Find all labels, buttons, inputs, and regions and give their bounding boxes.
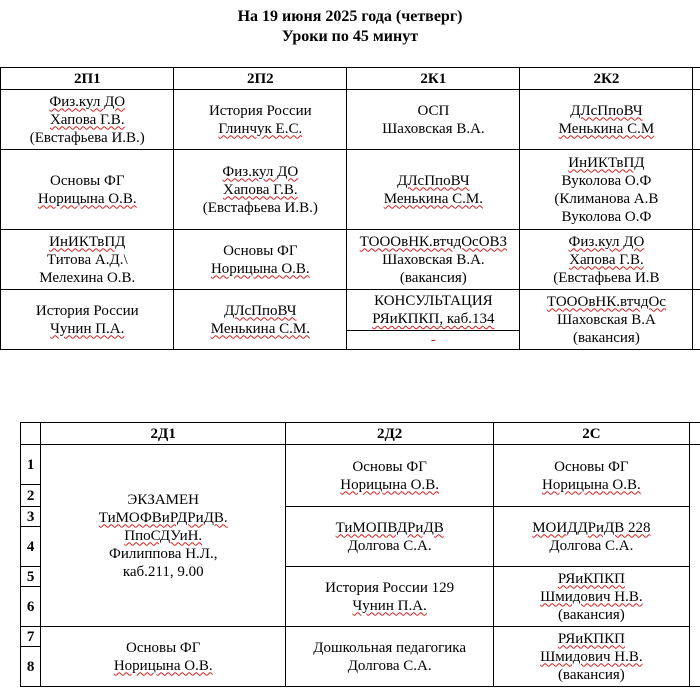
teacher: Вуколова О.Ф xyxy=(561,208,652,225)
lesson-cell xyxy=(41,627,286,687)
lesson-cell xyxy=(1,150,174,230)
table-header-row xyxy=(0,68,700,90)
lesson-cell xyxy=(520,150,693,230)
edge-cell xyxy=(693,230,700,290)
teacher: Шмидович Н.В. xyxy=(540,588,643,605)
table-row xyxy=(21,627,700,647)
lesson-cell xyxy=(174,150,347,230)
lesson-cell xyxy=(494,627,690,687)
group-header: 2П1 xyxy=(1,68,174,90)
teacher: Чунин П.А. xyxy=(50,320,125,337)
subject: ТиМОПВДРиДВ xyxy=(335,519,444,536)
teacher: Норицына О.В. xyxy=(37,190,137,207)
teacher: Норицына О.В. xyxy=(113,657,213,674)
group-header: 2К2 xyxy=(520,68,693,90)
schedule-table-bottom xyxy=(20,422,700,687)
lesson-cell xyxy=(520,230,693,290)
lesson-cell xyxy=(174,290,347,350)
exam-cell xyxy=(41,445,286,627)
edge-cell xyxy=(689,445,700,687)
table-row xyxy=(0,290,700,350)
lesson-number: 8 xyxy=(21,647,41,687)
teacher-note: (Евстафьева И.В xyxy=(553,269,660,286)
teacher-note: (Евстафьева И.В.) xyxy=(202,199,318,216)
group-header: 2Д2 xyxy=(286,423,494,445)
subject: Основы ФГ xyxy=(50,172,125,189)
teacher: Норицына О.В. xyxy=(542,476,641,493)
teacher: Менькина С.М. xyxy=(383,190,483,207)
lesson-number: 5 xyxy=(21,567,41,587)
lesson-cell xyxy=(520,290,693,350)
exam-subject: ПпоСДУиН. xyxy=(124,527,203,544)
teacher: Титова А.Д.\ xyxy=(46,251,128,268)
teacher: Хапова Г.В. xyxy=(569,251,644,268)
subject: Физ.кул ДО xyxy=(568,233,645,250)
teacher: Шаховская В.А. xyxy=(382,120,485,137)
subject: Основы ФГ xyxy=(352,458,427,475)
subject: ДЛсПпоВЧ xyxy=(570,102,643,119)
lesson-number: 3 xyxy=(21,507,41,527)
lesson-cell xyxy=(174,230,347,290)
teacher-note: (вакансия) xyxy=(557,666,625,683)
teacher: Хапова Г.В. xyxy=(49,111,125,128)
teacher: Менькина С.М. xyxy=(210,320,310,337)
subject: Физ.кул ДО xyxy=(49,93,126,110)
teacher: Мелехина О.В. xyxy=(39,269,136,286)
lesson-number: 1 xyxy=(21,445,41,485)
table-row xyxy=(21,445,700,485)
subject: ОСП xyxy=(417,102,450,119)
subject: ИнИКТвПД xyxy=(49,233,126,250)
lesson-number: 7 xyxy=(21,627,41,647)
table-row xyxy=(0,150,700,230)
teacher-note: (вакансия) xyxy=(557,606,625,623)
lesson-cell xyxy=(1,230,174,290)
lesson-cell xyxy=(494,507,690,567)
edge-cell xyxy=(693,290,700,350)
subject: ДЛсПпоВЧ xyxy=(397,172,470,189)
group-header: 2С xyxy=(494,423,690,445)
group-header: 2К1 xyxy=(347,68,520,90)
table-header-row xyxy=(21,423,700,445)
subject: Основы ФГ xyxy=(223,242,298,259)
teacher: Глинчук Е.С. xyxy=(218,120,303,137)
subject: Основы ФГ xyxy=(554,458,629,475)
exam-subject: ТиМОФВиРДРиДВ. xyxy=(98,509,228,526)
teacher-note: (вакансия) xyxy=(399,269,467,286)
edge-cell xyxy=(693,90,700,150)
table-row xyxy=(0,230,700,290)
lesson-cell xyxy=(286,445,494,507)
subject: РЯиКПКП xyxy=(557,570,625,587)
lesson-cell xyxy=(286,567,494,627)
edge-cell xyxy=(689,423,700,445)
subject: ДЛсПпоВЧ xyxy=(224,302,297,319)
subject: Основы ФГ xyxy=(125,639,201,656)
subject: История России xyxy=(35,302,139,319)
subject: ТОООвНК.втчдОс xyxy=(546,293,666,310)
teacher: Долгова С.А. xyxy=(347,537,432,554)
lesson-number: 2 xyxy=(21,485,41,507)
group-header: 2П2 xyxy=(174,68,347,90)
lesson-cell xyxy=(286,507,494,567)
schedule-table-top xyxy=(0,67,700,350)
subject: История России xyxy=(208,102,312,119)
lesson-cell xyxy=(520,90,693,150)
teacher: Хапова Г.В. xyxy=(223,181,298,198)
lesson-cell xyxy=(286,627,494,687)
teacher: Долгова С.А. xyxy=(549,537,634,554)
subject: История России 129 xyxy=(325,579,455,596)
subject: ИнИКТвПД xyxy=(568,154,645,171)
subject: ТОООвНК.втчдОсОВЗ xyxy=(359,233,508,250)
exam-teacher: Филиппова Н.Л., xyxy=(108,545,218,562)
teacher: Шаховская В.А. xyxy=(382,251,485,268)
table-row xyxy=(0,90,700,150)
lesson-number: 4 xyxy=(21,527,41,567)
exam-room-time: каб.211, 9.00 xyxy=(122,563,204,580)
subject: Физ.кул ДО xyxy=(222,163,299,180)
teacher: Норицына О.В. xyxy=(210,260,310,277)
subject: РЯиКПКП xyxy=(557,630,625,647)
group-header: 2Д1 xyxy=(41,423,286,445)
subject: МОИДДРиДВ 228 xyxy=(532,519,651,536)
subject: КОНСУЛЬТАЦИЯ xyxy=(374,293,493,309)
teacher-note: (вакансия) xyxy=(572,329,640,346)
teacher: Чунин П.А. xyxy=(352,597,427,614)
lesson-number: 6 xyxy=(21,587,41,627)
schedule-title: На 19 июня 2025 года (четверг) xyxy=(237,8,463,25)
subject-detail: РЯиКПКП, каб.134 xyxy=(372,311,495,327)
exam-label: ЭКЗАМЕН xyxy=(127,491,200,508)
lesson-cell xyxy=(347,90,520,150)
lesson-cell xyxy=(347,230,520,290)
lesson-cell xyxy=(347,150,520,230)
teacher-note: (Евстафьева И.В.) xyxy=(29,129,145,146)
lesson-cell xyxy=(174,90,347,150)
dash-mark: - xyxy=(347,330,519,349)
lesson-cell xyxy=(494,445,690,507)
teacher: Шмидович Н.В. xyxy=(540,648,643,665)
schedule-subtitle: Уроки по 45 минут xyxy=(281,28,419,45)
teacher-note: (Климанова А.В xyxy=(554,190,659,207)
lesson-cell xyxy=(1,290,174,350)
teacher: Норицына О.В. xyxy=(340,476,440,493)
teacher: Долгова С.А. xyxy=(347,657,432,674)
subject: Дошкольная педагогика xyxy=(313,639,467,656)
lesson-cell xyxy=(494,567,690,627)
lesson-cell xyxy=(1,90,174,150)
edge-cell xyxy=(693,150,700,230)
teacher: Вуколова О.Ф xyxy=(561,172,652,189)
teacher: Шаховская В.А xyxy=(557,311,656,328)
corner-cell xyxy=(21,423,41,445)
edge-cell xyxy=(693,68,700,90)
lesson-cell xyxy=(347,290,520,350)
teacher: Менькина С.М xyxy=(558,120,655,137)
